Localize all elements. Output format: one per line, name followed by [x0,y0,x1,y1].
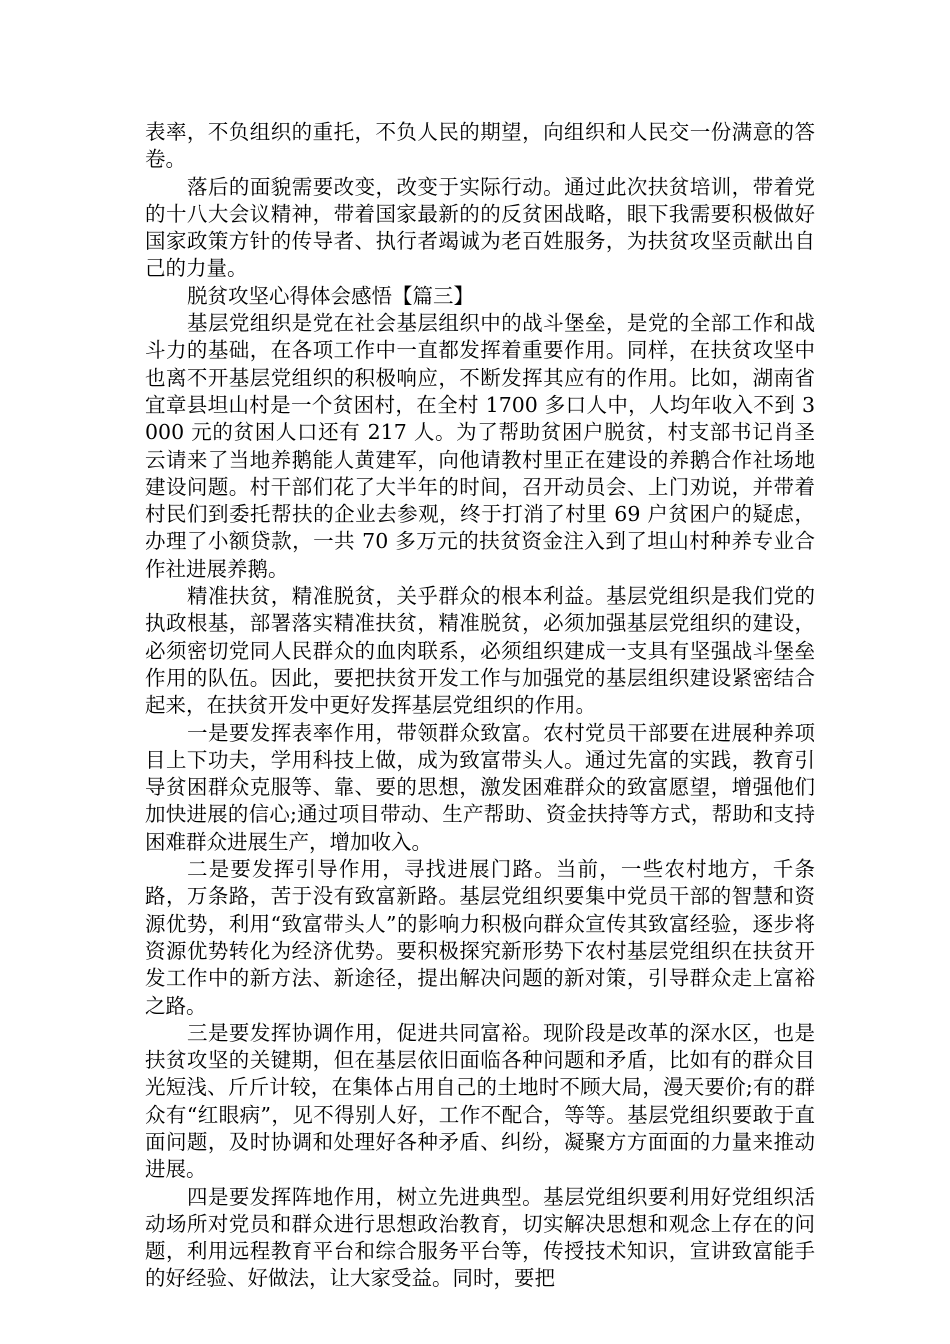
document-body [145,119,815,1293]
section-heading: 脱贫攻坚心得体会感悟【篇三】 [187,283,474,308]
paragraph-point-four: 四是要发挥阵地作用，树立先进典型。基层党组织要利用好党组织活动场所对党员和群众进行思想政治教育，切实解决思想和观念上存在的问题，利用远程教育平台和综合服务平台等，传授技术知识，宣讲致富能手的好经验、好做法，让大家受益。同时，要把 [145,1184,815,1291]
paragraph-point-three: 三是要发挥协调作用，促进共同富裕。现阶段是改革的深水区，也是扶贫攻坚的关键期，但在基层依旧面临各种问题和矛盾，比如有的群众目光短浅、斤斤计较，在集体占用自己的土地时不顾大局，漫天要价;有的群众有“红眼病”，见不得别人好，工作不配合，等等。基层党组织要敢于直面问题，及时协调和处理好各种矛盾、纠纷，凝聚方方面面的力量来推动进展。 [145,1020,815,1182]
paragraph-point-one: 一是要发挥表率作用，带领群众致富。农村党员干部要在进展种养项目上下功夫，学用科技上做，成为致富带头人。通过先富的实践，教育引导贫困群众克服等、靠、要的思想，激发困难群众的致富愿望，增强他们加快进展的信心;通过项目带动、生产帮助、资金扶持等方式，帮助和支持困难群众进展生产，增加收入。 [145,720,815,854]
paragraph-precision-poverty: 精准扶贫，精准脱贫，关乎群众的根本利益。基层党组织是我们党的执政根基，部署落实精准扶贫，精准脱贫，必须加强基层党组织的建设，必须密切党同人民群众的血肉联系，必须组织建成一支具有坚强战斗堡垒作用的队伍。因此，要把扶贫开发工作与加强党的基层组织建设紧密结合起来，在扶贫开发中更好发挥基层党组织的作用。 [145,584,815,718]
paragraph-change-appearance: 落后的面貌需要改变，改变于实际行动。通过此次扶贫培训，带着党的十八大会议精神，带着国家最新的的反贫困战略，眼下我需要积极做好国家政策方针的传导者、执行者竭诚为老百姓服务，为扶贫攻坚贡献出自己的力量。 [145,174,815,281]
paragraph-point-two: 二是要发挥引导作用，寻找进展门路。当前，一些农村地方，千条路，万条路，苦于没有致富新路。基层党组织要集中党员干部的智慧和资源优势，利用“致富带头人”的影响力积极向群众宣传其致富经验，逐步将资源优势转化为经济优势。要积极探究新形势下农村基层党组织在扶贫开发工作中的新方法、新途径，提出解决问题的新对策，引导群众走上富裕之路。 [145,857,815,1018]
paragraph-grassroots-party: 基层党组织是党在社会基层组织中的战斗堡垒，是党的全部工作和战斗力的基础，在各项工作中一直都发挥着重要作用。同样，在扶贫攻坚中也离不开基层党组织的积极响应，不断发挥其应有的作用。比如，湖南省宜章县坦山村是一个贫困村，在全村 1700 多口人中，人均年收入不到 3000 元的贫困人口还有 217 人。为了帮助贫困户脱贫，村支部书记肖圣云请来了当地养鹅能人黄建军，向他请教村里正在建设的养鹅合作社场地建设问题。村干部们花了大半年的时间，召开动员会、上门劝说，并带着村民们到委托帮扶的企业去参观，终于打消了村里 69 户贫困户的疑虑，办理了小额贷款，一共 70 多万元的扶贫资金注入到了坦山村种养专业合作社进展养鹅。 [145,311,815,581]
paragraph-continued: 表率，不负组织的重托，不负人民的期望，向组织和人民交一份满意的答卷。 [145,120,815,172]
